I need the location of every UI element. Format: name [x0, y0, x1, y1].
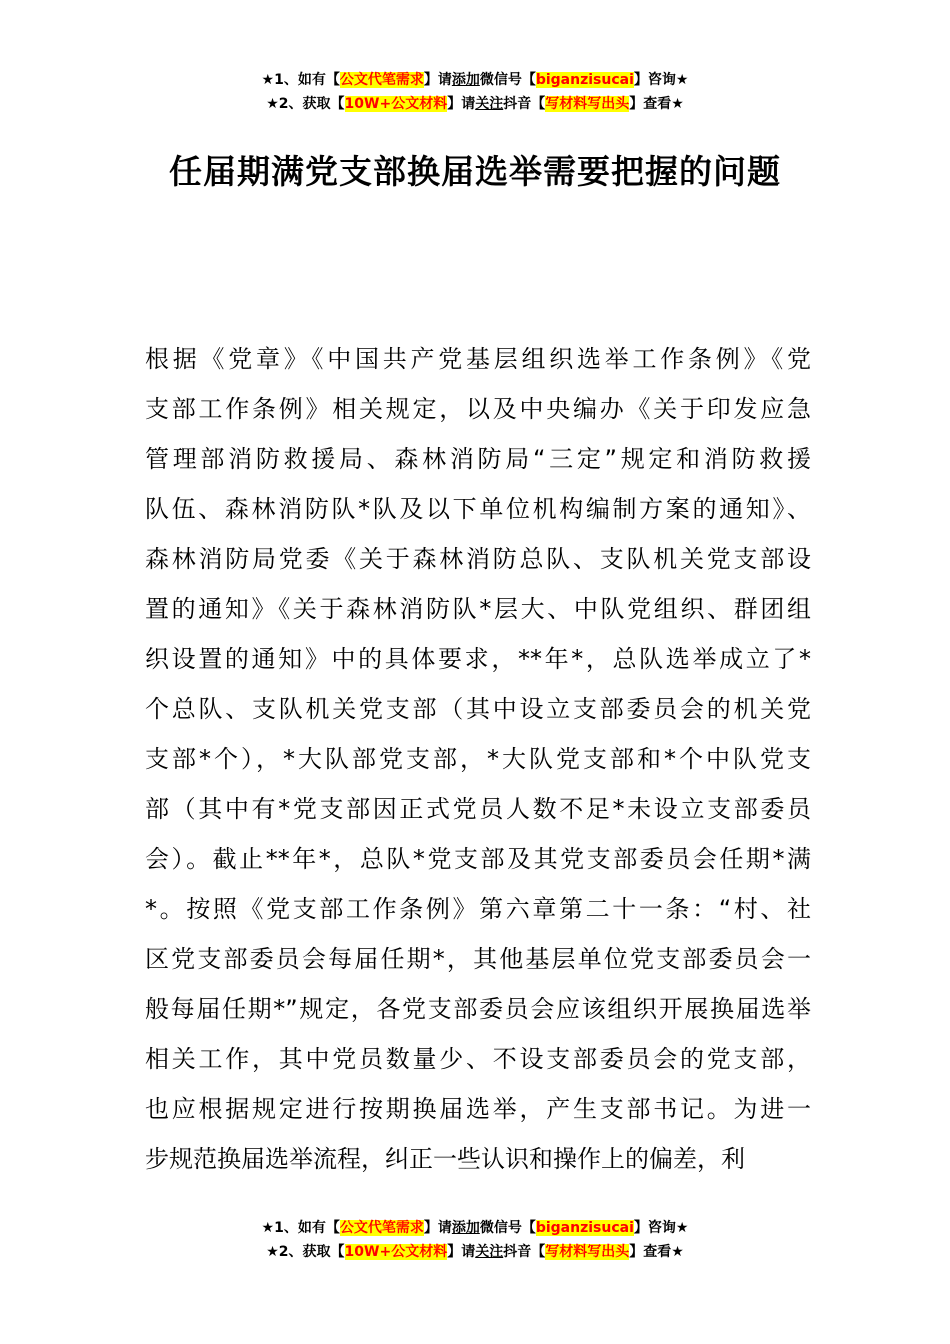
highlight-douyin: 写材料写出头: [545, 1244, 630, 1260]
star-icon: ★: [266, 1244, 279, 1260]
banner-line-1: [0, 1216, 950, 1240]
banner-text: 微信号【: [479, 72, 536, 88]
header-banner: [0, 68, 950, 116]
star-icon: ★: [266, 96, 279, 112]
highlight-service: 公文代笔需求: [339, 1220, 424, 1236]
body-line: 步规范换届选举流程，纠正一些认识和操作上的偏差，利: [145, 1145, 745, 1173]
star-icon: ★: [671, 1244, 684, 1260]
body-line: 也应根据规定进行按期换届选举，产生支部书记。为进一: [145, 1095, 811, 1123]
banner-text: 抖音【: [503, 1244, 546, 1260]
banner-line-2: [0, 92, 950, 116]
banner-text: 】咨询: [633, 72, 676, 88]
banner-text: 】查看: [629, 1244, 672, 1260]
highlight-douyin: 写材料写出头: [545, 96, 630, 112]
banner-text: 2、获取【: [278, 1244, 345, 1260]
underlined-text: 添加: [451, 1220, 480, 1236]
banner-text: 】咨询: [633, 1220, 676, 1236]
body-line: 般每届任期*”规定，各党支部委员会应该组织开展换届选举: [145, 995, 811, 1023]
highlight-materials: 10W+公文材料: [344, 96, 448, 112]
body-line: 部（其中有*党支部因正式党员人数不足*未设立支部委员: [145, 795, 811, 823]
body-line: 支部*个），*大队部党支部，*大队党支部和*个中队党支: [145, 745, 811, 773]
banner-text: 抖音【: [503, 96, 546, 112]
highlight-wechat-id: biganzisucai: [535, 1220, 634, 1236]
body-paragraph: [145, 334, 811, 1184]
body-line: 区党支部委员会每届任期*，其他基层单位党支部委员会一: [145, 945, 811, 973]
banner-text: 】请: [447, 1244, 476, 1260]
star-icon: ★: [675, 1220, 689, 1236]
banner-text: 】请: [447, 96, 476, 112]
banner-text: 】查看: [629, 96, 672, 112]
underlined-text: 添加: [451, 72, 480, 88]
banner-line-1: [0, 68, 950, 92]
body-line: 置的通知》《关于森林消防队*层大、中队党组织、群团组: [145, 595, 811, 623]
footer-banner: [0, 1216, 950, 1264]
banner-text: 2、获取【: [278, 96, 345, 112]
underlined-text: 关注: [475, 1244, 504, 1260]
body-line: 织设置的通知》中的具体要求，**年*，总队选举成立了*: [145, 645, 811, 673]
body-line: 管理部消防救援局、森林消防局“三定”规定和消防救援: [145, 445, 811, 473]
highlight-materials: 10W+公文材料: [344, 1244, 448, 1260]
body-line: *。按照《党支部工作条例》第六章第二十一条：“村、社: [145, 895, 811, 923]
document-title: 任届期满党支部换届选举需要把握的问题: [169, 152, 781, 191]
body-line: 根据《党章》《中国共产党基层组织选举工作条例》《党: [145, 345, 811, 373]
banner-text: 】请: [423, 72, 452, 88]
body-line: 会）。截止**年*，总队*党支部及其党支部委员会任期*满: [145, 845, 811, 873]
underlined-text: 关注: [475, 96, 504, 112]
banner-line-2: [0, 1240, 950, 1264]
body-line: 森林消防局党委《关于森林消防总队、支队机关党支部设: [145, 545, 811, 573]
star-icon: ★: [261, 72, 275, 88]
star-icon: ★: [671, 96, 684, 112]
body-line: 支部工作条例》相关规定，以及中央编办《关于印发应急: [145, 395, 811, 423]
body-line: 队伍、森林消防队*队及以下单位机构编制方案的通知》、: [145, 495, 811, 523]
banner-text: 1、如有【: [274, 1220, 340, 1236]
star-icon: ★: [261, 1220, 275, 1236]
star-icon: ★: [675, 72, 689, 88]
highlight-wechat-id: biganzisucai: [535, 72, 634, 88]
body-line: 相关工作，其中党员数量少、不设支部委员会的党支部，: [145, 1045, 811, 1073]
banner-text: 1、如有【: [274, 72, 340, 88]
highlight-service: 公文代笔需求: [339, 72, 424, 88]
banner-text: 微信号【: [479, 1220, 536, 1236]
banner-text: 】请: [423, 1220, 452, 1236]
body-line: 个总队、支队机关党支部（其中设立支部委员会的机关党: [145, 695, 811, 723]
